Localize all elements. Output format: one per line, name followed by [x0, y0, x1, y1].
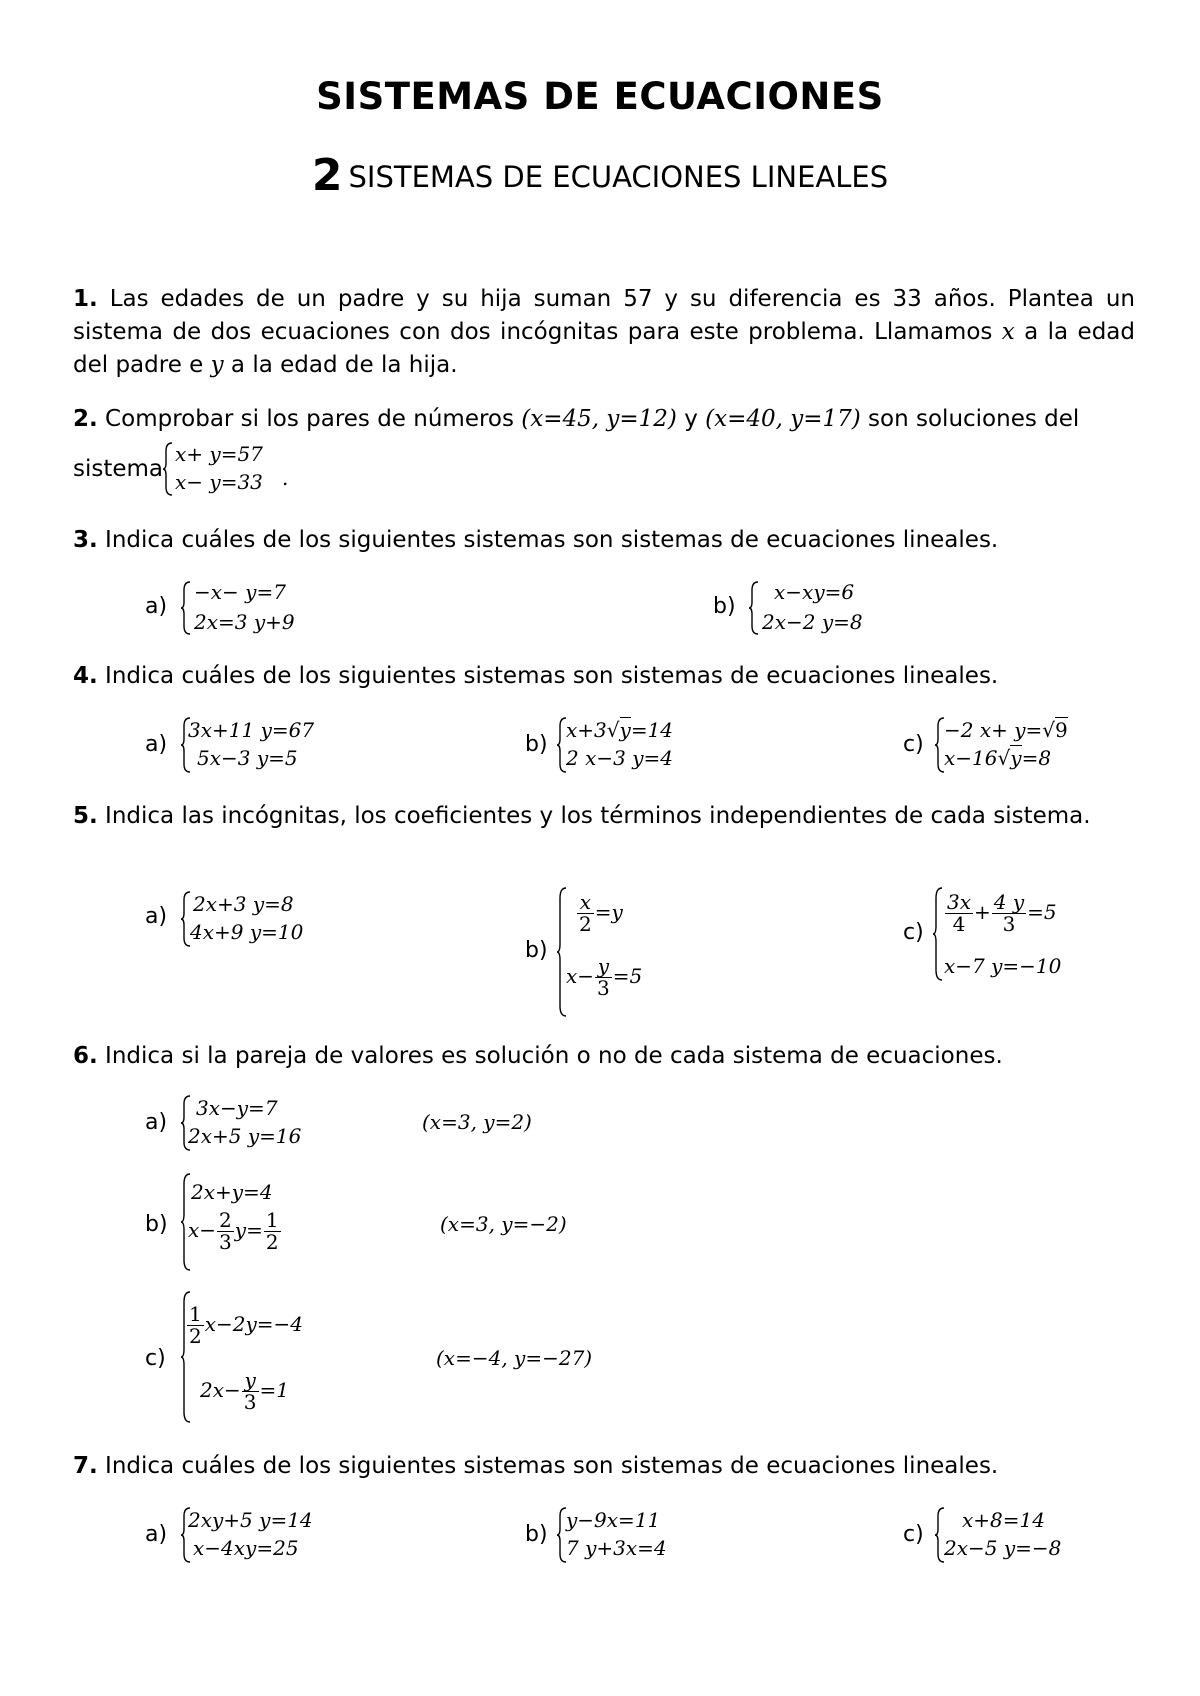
fraction	[187, 1304, 204, 1347]
item-label: b)	[525, 732, 548, 757]
equation-part: =5	[612, 964, 643, 988]
equation-part: x−	[566, 964, 595, 988]
problem-text: a la edad del padre e	[73, 319, 1135, 378]
equation	[186, 1304, 303, 1347]
equation	[944, 892, 1057, 935]
numerator: 2	[219, 1208, 232, 1232]
denominator: 2	[265, 1230, 279, 1254]
equation-part: =5	[1027, 900, 1057, 924]
problem-text: Indica cuáles de los siguientes sistemas son sistemas de ecuaciones lineales.	[97, 1453, 999, 1479]
denominator: 4	[952, 912, 966, 936]
denominator: 2	[189, 1324, 202, 1348]
fraction	[992, 892, 1026, 935]
equation: 5x−3 y=5	[197, 746, 298, 770]
equation	[566, 718, 673, 742]
problem-2	[73, 403, 1135, 436]
problem-text: Comprobar si los pares de números	[97, 406, 522, 432]
equation-part: x−16	[944, 746, 998, 770]
equation: x+8=14	[962, 1508, 1045, 1532]
equation: x−xy=6	[774, 580, 855, 604]
denominator: 3	[597, 976, 610, 1000]
item-label: b)	[525, 938, 548, 963]
equation-part: =1	[259, 1378, 289, 1402]
problem-5	[73, 800, 1135, 833]
denominator: 3	[1002, 912, 1016, 936]
numerator: y	[242, 1370, 259, 1392]
equation-part: −2 x+ y=	[944, 718, 1043, 742]
fraction	[217, 1210, 234, 1253]
section-label: SISTEMAS DE ECUACIONES LINEALES	[348, 160, 889, 194]
equation	[188, 1210, 282, 1253]
item-label: a)	[145, 594, 168, 619]
equation: 2x+3 y=8	[193, 892, 294, 916]
solution-pair: (x=45, y=12)	[521, 406, 677, 432]
brace-icon	[180, 580, 192, 636]
fraction	[595, 956, 612, 999]
solution-pair: (x=40, y=17)	[705, 406, 861, 432]
numerator: 1	[265, 1208, 279, 1232]
equation-part: x−	[188, 1218, 217, 1242]
item-label: c)	[903, 732, 924, 757]
equation: 4x+9 y=10	[190, 920, 304, 944]
problem-number: 1.	[73, 286, 98, 312]
item-label: a)	[145, 1110, 168, 1135]
section-heading	[0, 150, 1200, 201]
equation: 2x+5 y=16	[188, 1124, 302, 1148]
problem-text: son soluciones del	[860, 406, 1080, 432]
equation: 3x+11 y=67	[188, 718, 315, 742]
item-label: a)	[145, 1522, 168, 1547]
equation	[566, 956, 642, 999]
item-label: a)	[145, 904, 168, 929]
equation: −x− y=7	[194, 580, 286, 604]
equation: 2x+y=4	[191, 1180, 273, 1204]
radicand: y	[1010, 746, 1022, 770]
problem-number: 6.	[73, 1043, 98, 1069]
item-label: c)	[903, 920, 924, 945]
sqrt-icon: √	[606, 718, 620, 742]
equation-part: x−2y=−4	[204, 1312, 304, 1336]
problem-number: 4.	[73, 663, 98, 689]
variable: y	[210, 352, 224, 378]
section-number: 2	[311, 150, 343, 201]
radicand: y	[619, 718, 631, 742]
item-label: b)	[525, 1522, 548, 1547]
brace-icon	[162, 441, 174, 497]
equation: x−7 y=−10	[944, 954, 1062, 978]
period: .	[282, 466, 289, 490]
denominator: 3	[219, 1230, 232, 1254]
numerator: 1	[189, 1302, 202, 1326]
equation	[944, 746, 1051, 770]
fraction	[945, 892, 973, 935]
equation-part: x+3	[566, 718, 607, 742]
equation: x−4xy=25	[193, 1536, 299, 1560]
equation: 2x−5 y=−8	[944, 1536, 1062, 1560]
sqrt-icon: √	[997, 746, 1011, 770]
problem-number: 5.	[73, 803, 98, 829]
equation: 2 x−3 y=4	[566, 746, 673, 770]
problem-7	[73, 1450, 1135, 1483]
equation	[944, 718, 1068, 742]
problem-text: Indica si la pareja de valores es solución o no de cada sistema de ecuaciones.	[97, 1043, 1003, 1069]
sqrt-icon: √	[1042, 718, 1056, 742]
equation	[200, 1370, 289, 1413]
problem-3	[73, 524, 1135, 557]
solution-pair: (x=3, y=−2)	[440, 1212, 567, 1236]
numerator: x	[577, 892, 594, 914]
problem-number: 7.	[73, 1453, 98, 1479]
numerator: y	[595, 956, 612, 978]
fraction	[264, 1210, 281, 1253]
problem-text: Indica cuáles de los siguientes sistemas son sistemas de ecuaciones lineales.	[97, 527, 999, 553]
problem-2-sistema-label: sistema	[73, 456, 164, 482]
problem-number: 3.	[73, 527, 98, 553]
problem-1	[73, 283, 1135, 382]
equation-part: 2x−	[200, 1378, 241, 1402]
equation-part: +	[974, 900, 991, 924]
brace-icon	[932, 886, 944, 982]
equation-part: =8	[1021, 746, 1052, 770]
problem-4	[73, 660, 1135, 693]
page-title: SISTEMAS DE ECUACIONES	[316, 75, 884, 118]
solution-pair: (x=3, y=2)	[422, 1110, 532, 1134]
numerator: 3x	[947, 890, 972, 914]
problem-text: Las edades de un padre y su hija suman 57 y su diferencia es 33 años. Plantea un sistema de dos ecuaciones con dos incógnitas para este problema. Llamamos	[73, 286, 1135, 345]
item-label: b)	[145, 1212, 168, 1237]
item-label: c)	[145, 1346, 166, 1371]
brace-icon	[748, 580, 760, 636]
equation: 2x=3 y+9	[194, 610, 295, 634]
denominator: 3	[243, 1390, 257, 1414]
fraction	[242, 1370, 259, 1413]
solution-pair: (x=−4, y=−27)	[436, 1346, 593, 1370]
equation: 2x−2 y=8	[762, 610, 863, 634]
item-label: a)	[145, 732, 168, 757]
problem-text: y	[676, 406, 706, 432]
item-label: c)	[903, 1522, 924, 1547]
equation: 3x−y=7	[196, 1096, 278, 1120]
equation: y−9x=11	[566, 1508, 661, 1532]
equation: 7 y+3x=4	[566, 1536, 667, 1560]
equation: 2xy+5 y=14	[188, 1508, 313, 1532]
variable: x	[1001, 319, 1015, 345]
problem-number: 2.	[73, 406, 98, 432]
fraction	[577, 892, 594, 935]
equation	[576, 892, 623, 935]
problem-text: a la edad de la hija.	[223, 352, 458, 378]
problem-6	[73, 1040, 1135, 1073]
denominator: 2	[579, 912, 592, 936]
equation-part: y=	[234, 1218, 263, 1242]
equation: x+ y=57	[175, 442, 263, 466]
equation: x− y=33	[175, 470, 263, 494]
equation-part: =14	[630, 718, 674, 742]
equation-part: =y	[594, 900, 623, 924]
radicand: 9	[1055, 718, 1068, 742]
numerator: 4 y	[993, 890, 1025, 914]
problem-text: Indica cuáles de los siguientes sistemas son sistemas de ecuaciones lineales.	[97, 663, 999, 689]
problem-text: Indica las incógnitas, los coeficientes y los términos independientes de cada sistema.	[97, 803, 1091, 829]
item-label: b)	[713, 594, 736, 619]
